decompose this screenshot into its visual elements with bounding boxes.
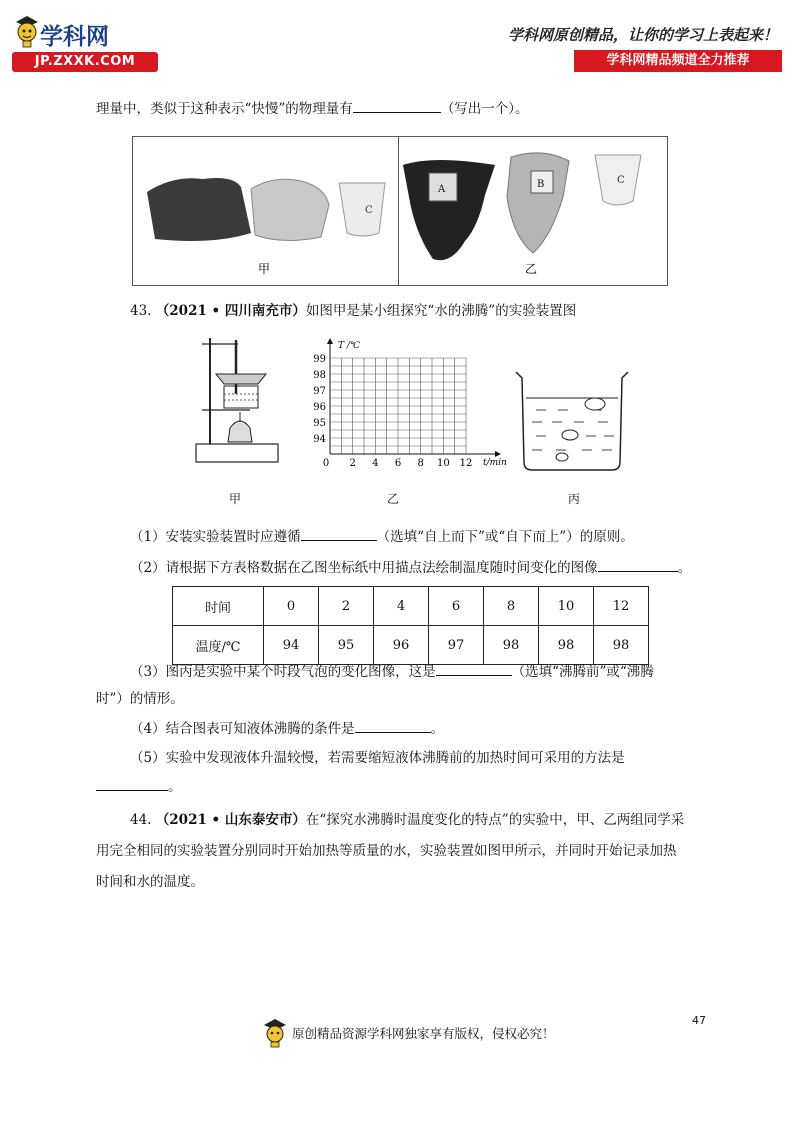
question-source: （2021 • 山东泰安市） [155, 812, 306, 828]
q44-line-2: 用完全相同的实验装置分别同时开始加热等质量的水，实验装置如图甲所示，并同时开始记录加热 [96, 843, 677, 859]
header-slogan: 学科网原创精品，让你的学习上表起来！ [507, 26, 778, 44]
copyright-notice: 原创精品资源学科网独家享有版权，侵权必究！ [292, 1026, 555, 1041]
intro-suffix: （写出一个）。 [440, 101, 529, 117]
figure-caption-jia: 甲 [229, 492, 242, 506]
sub4-prefix: （4）结合图表可知液体沸腾的条件是 [130, 721, 355, 737]
x-tick-label: 10 [436, 458, 450, 469]
x-tick-label: 2 [349, 458, 356, 469]
page-number: 47 [692, 1014, 706, 1027]
question-43-heading [130, 301, 576, 321]
table-cell: 12 [594, 587, 649, 626]
sub-question-4 [130, 718, 444, 739]
table-cell: 8 [484, 587, 539, 626]
table-cell: 4 [374, 587, 429, 626]
table-cell: 98 [594, 626, 649, 665]
y-tick-label: 99 [313, 354, 326, 365]
sub-question-3-continued: 时”）的情形。 [96, 691, 184, 707]
y-tick-label: 96 [313, 402, 326, 413]
answer-blank-3[interactable] [436, 661, 512, 676]
x-tick-label: 4 [372, 458, 379, 469]
cup-c-left [339, 183, 385, 236]
table-cell: 98 [539, 626, 594, 665]
table-header-time: 时间 [173, 587, 264, 626]
y-tick-label: 98 [313, 370, 326, 381]
site-logo-text: 学科网 [40, 24, 109, 50]
bubble-medium [562, 430, 578, 440]
sub-question-1 [130, 526, 634, 547]
y-tick-label: 97 [313, 386, 326, 397]
y-tick-label: 94 [313, 434, 326, 445]
table-header-temperature: 温度/℃ [173, 626, 264, 665]
x-tick-label: 8 [417, 458, 424, 469]
figure-caption-yi: 乙 [387, 492, 400, 506]
table-cell: 97 [429, 626, 484, 665]
x-axis-label: t/min [483, 458, 507, 468]
photo-caption-right: 乙 [524, 262, 538, 276]
sub3-suffix: （选填“沸腾前”或“沸腾 [511, 664, 654, 680]
table-cell: 0 [264, 587, 319, 626]
table-cell: 95 [319, 626, 374, 665]
sub-question-5: （5）实验中发现液体升温较慢，若需要缩短液体沸腾前的加热时间可采用的方法是 [130, 750, 625, 766]
apparatus-figure [192, 334, 284, 468]
photo-caption-left: 甲 [257, 262, 271, 276]
newspaper-pouch [507, 153, 569, 253]
table-cell: 2 [319, 587, 374, 626]
sub-question-2 [130, 557, 691, 578]
question-number: 43. [130, 303, 152, 319]
q44-line-3: 时间和水的温度。 [96, 874, 204, 890]
intro-text: 理量中，类似于这种表示“快慢”的物理量有 [96, 101, 353, 117]
site-url-badge[interactable]: JP.ZXXK.COM [12, 52, 158, 72]
y-axis-label: T /℃ [338, 341, 360, 351]
cup-label-c-left: C [365, 205, 373, 216]
answer-blank-4[interactable] [355, 718, 431, 733]
sub2-prefix: （2）请根据下方表格数据在乙图坐标纸中用描点法绘制温度随时间变化的图像 [130, 560, 598, 576]
answer-blank-1[interactable] [301, 526, 377, 541]
table-row-temperature [173, 626, 649, 665]
sub4-suffix: 。 [430, 721, 445, 737]
cup-label-a: A [438, 184, 446, 195]
mascot-icon [14, 14, 40, 48]
data-table [172, 586, 649, 665]
footer-mascot-icon [262, 1018, 288, 1048]
cup-label-b: B [537, 179, 545, 190]
x-tick-label: 0 [322, 458, 330, 469]
sub1-prefix: （1）安装实验装置时应遵循 [130, 529, 301, 545]
sub-question-5-answer-line [96, 776, 182, 797]
question-44-heading [130, 810, 684, 830]
cup-label-c-right: C [617, 175, 625, 186]
intro-line [96, 98, 529, 119]
temperature-graph [300, 338, 515, 470]
x-tick-label: 12 [459, 458, 473, 469]
answer-blank-2[interactable] [598, 557, 678, 572]
table-cell: 98 [484, 626, 539, 665]
answer-blank[interactable] [353, 98, 441, 113]
y-axis-arrow [327, 338, 333, 344]
question-stem: 如图甲是某小组探究“水的沸腾”的实验装置图 [305, 303, 577, 319]
table-row-time [173, 587, 649, 626]
beaker-figure [512, 368, 632, 474]
graph-grid [330, 358, 466, 454]
table-cell: 94 [264, 626, 319, 665]
x-tick-label: 6 [394, 458, 402, 469]
photo-illustrations [133, 137, 666, 284]
wool-wrapped-cup [147, 178, 251, 241]
bubble-large [585, 398, 605, 410]
sub5-end: 。 [168, 779, 182, 795]
newspaper-wrapped-cup [251, 179, 329, 240]
sub1-suffix: （选填“自上而下”或“自下而上”）的原则。 [376, 529, 634, 545]
question-number: 44. [130, 812, 152, 828]
figure-caption-bing: 丙 [568, 492, 581, 506]
x-axis-arrow [495, 451, 501, 457]
q44-line-1: 在“探究水沸腾时温度变化的特点”的实验中，甲、乙两组同学采 [305, 812, 685, 828]
table-cell: 96 [374, 626, 429, 665]
table-cell: 10 [539, 587, 594, 626]
sub-question-3 [130, 661, 654, 682]
sub2-suffix: 。 [677, 560, 692, 576]
bubble-small [556, 453, 568, 461]
recommend-banner: 学科网精品频道全力推荐 [574, 50, 782, 72]
table-cell: 6 [429, 587, 484, 626]
answer-blank-5[interactable] [96, 776, 168, 791]
question-source: （2021 • 四川南充市） [155, 303, 306, 319]
sub3-prefix: （3）图丙是实验中某个时段气泡的变化图像，这是 [130, 664, 436, 680]
y-tick-label: 95 [313, 418, 326, 429]
